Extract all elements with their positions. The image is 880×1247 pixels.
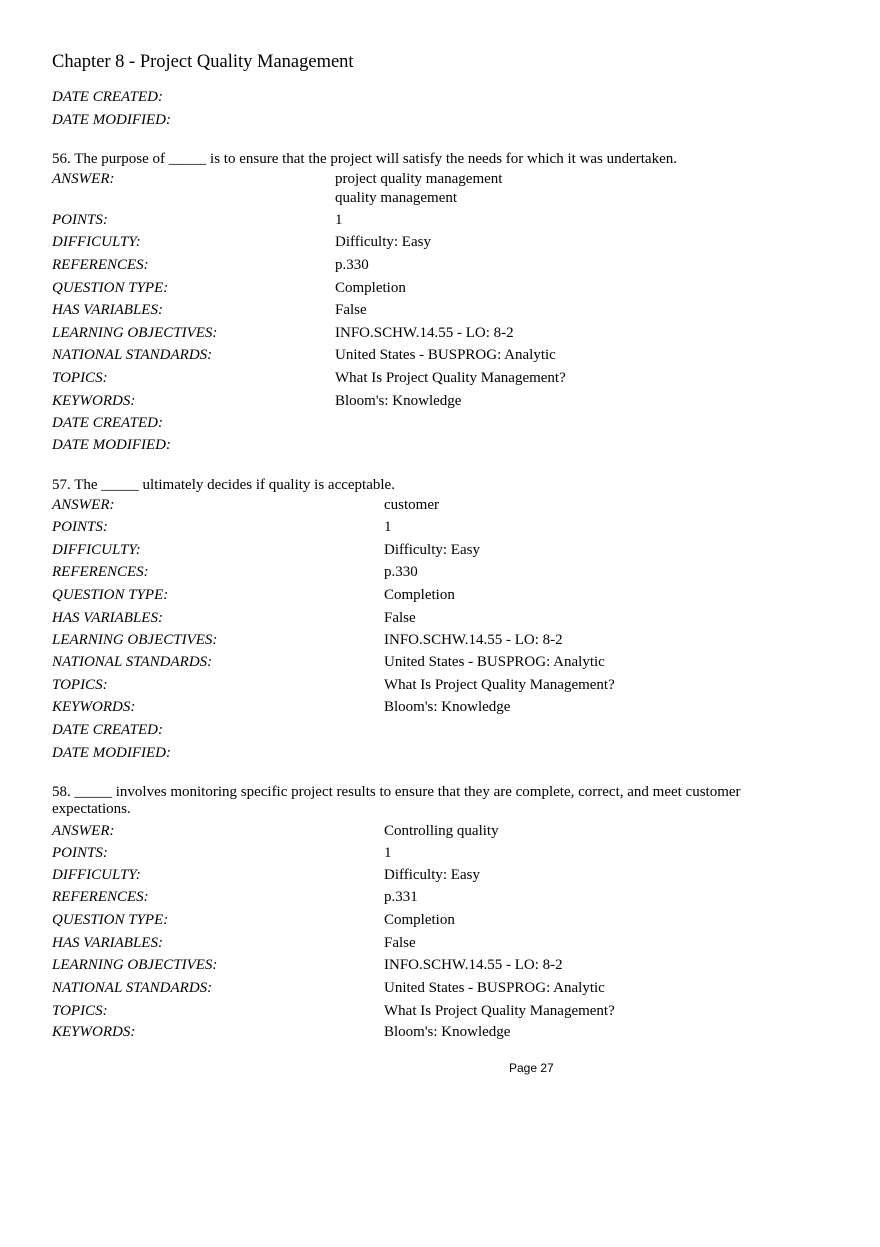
- date-modified-label: DATE MODIFIED:: [52, 437, 171, 453]
- references-label: REFERENCES:: [52, 257, 149, 273]
- references-label: REFERENCES:: [52, 564, 149, 580]
- difficulty-value: Difficulty: Easy: [335, 234, 431, 250]
- points-label: POINTS:: [52, 212, 108, 228]
- learning-objectives-value: INFO.SCHW.14.55 - LO: 8-2: [384, 957, 563, 973]
- date-modified-label: DATE MODIFIED:: [52, 745, 171, 761]
- has-variables-value: False: [335, 302, 367, 318]
- answer-value: Controlling quality: [384, 823, 499, 839]
- keywords-label: KEYWORDS:: [52, 393, 136, 409]
- header-date-modified: DATE MODIFIED:: [52, 112, 171, 128]
- date-created-label: DATE CREATED:: [52, 415, 163, 431]
- question-text: 57. The _____ ultimately decides if quality is acceptable.: [52, 477, 395, 493]
- national-standards-label: NATIONAL STANDARDS:: [52, 980, 213, 996]
- topics-value: What Is Project Quality Management?: [384, 1003, 615, 1019]
- question-type-value: Completion: [384, 912, 455, 928]
- difficulty-label: DIFFICULTY:: [52, 542, 141, 558]
- header-date-created: DATE CREATED:: [52, 89, 163, 105]
- keywords-value: Bloom's: Knowledge: [384, 699, 511, 715]
- keywords-value: Bloom's: Knowledge: [335, 393, 462, 409]
- question-text: 56. The purpose of _____ is to ensure that the project will satisfy the needs for which it was undertaken.: [52, 151, 677, 167]
- question-text: 58. _____ involves monitoring specific project results to ensure that they are complete, correct, and meet customer expectations.: [52, 784, 741, 817]
- topics-label: TOPICS:: [52, 1003, 108, 1019]
- answer-value: customer: [384, 497, 439, 513]
- points-value: 1: [384, 519, 392, 535]
- answer-label: ANSWER:: [52, 823, 115, 839]
- references-value: p.330: [384, 564, 418, 580]
- page-number: Page 27: [509, 1061, 554, 1075]
- topics-value: What Is Project Quality Management?: [335, 370, 566, 386]
- has-variables-label: HAS VARIABLES:: [52, 610, 163, 626]
- has-variables-label: HAS VARIABLES:: [52, 302, 163, 318]
- points-label: POINTS:: [52, 519, 108, 535]
- national-standards-label: NATIONAL STANDARDS:: [52, 347, 213, 363]
- date-created-label: DATE CREATED:: [52, 722, 163, 738]
- references-value: p.330: [335, 257, 369, 273]
- question-type-label: QUESTION TYPE:: [52, 280, 169, 296]
- question-type-value: Completion: [384, 587, 455, 603]
- difficulty-value: Difficulty: Easy: [384, 867, 480, 883]
- topics-label: TOPICS:: [52, 677, 108, 693]
- keywords-label: KEYWORDS:: [52, 699, 136, 715]
- topics-value: What Is Project Quality Management?: [384, 677, 615, 693]
- has-variables-value: False: [384, 935, 416, 951]
- topics-label: TOPICS:: [52, 370, 108, 386]
- learning-objectives-label: LEARNING OBJECTIVES:: [52, 632, 218, 648]
- question-type-label: QUESTION TYPE:: [52, 912, 169, 928]
- chapter-title: Chapter 8 - Project Quality Management: [52, 52, 354, 72]
- difficulty-label: DIFFICULTY:: [52, 234, 141, 250]
- difficulty-value: Difficulty: Easy: [384, 542, 480, 558]
- references-label: REFERENCES:: [52, 889, 149, 905]
- answer-value-alt: quality management: [335, 190, 458, 206]
- answer-value: project quality management: [335, 171, 503, 187]
- learning-objectives-label: LEARNING OBJECTIVES:: [52, 325, 218, 341]
- has-variables-label: HAS VARIABLES:: [52, 935, 163, 951]
- references-value: p.331: [384, 889, 418, 905]
- national-standards-value: United States - BUSPROG: Analytic: [384, 980, 605, 996]
- points-value: 1: [384, 845, 392, 861]
- answer-label: ANSWER:: [52, 171, 115, 187]
- keywords-value: Bloom's: Knowledge: [384, 1024, 511, 1040]
- points-label: POINTS:: [52, 845, 108, 861]
- national-standards-label: NATIONAL STANDARDS:: [52, 654, 213, 670]
- points-value: 1: [335, 212, 343, 228]
- learning-objectives-value: INFO.SCHW.14.55 - LO: 8-2: [335, 325, 514, 341]
- difficulty-label: DIFFICULTY:: [52, 867, 141, 883]
- keywords-label: KEYWORDS:: [52, 1024, 136, 1040]
- question-type-label: QUESTION TYPE:: [52, 587, 169, 603]
- national-standards-value: United States - BUSPROG: Analytic: [384, 654, 605, 670]
- answer-label: ANSWER:: [52, 497, 115, 513]
- question-type-value: Completion: [335, 280, 406, 296]
- learning-objectives-value: INFO.SCHW.14.55 - LO: 8-2: [384, 632, 563, 648]
- national-standards-value: United States - BUSPROG: Analytic: [335, 347, 556, 363]
- has-variables-value: False: [384, 610, 416, 626]
- learning-objectives-label: LEARNING OBJECTIVES:: [52, 957, 218, 973]
